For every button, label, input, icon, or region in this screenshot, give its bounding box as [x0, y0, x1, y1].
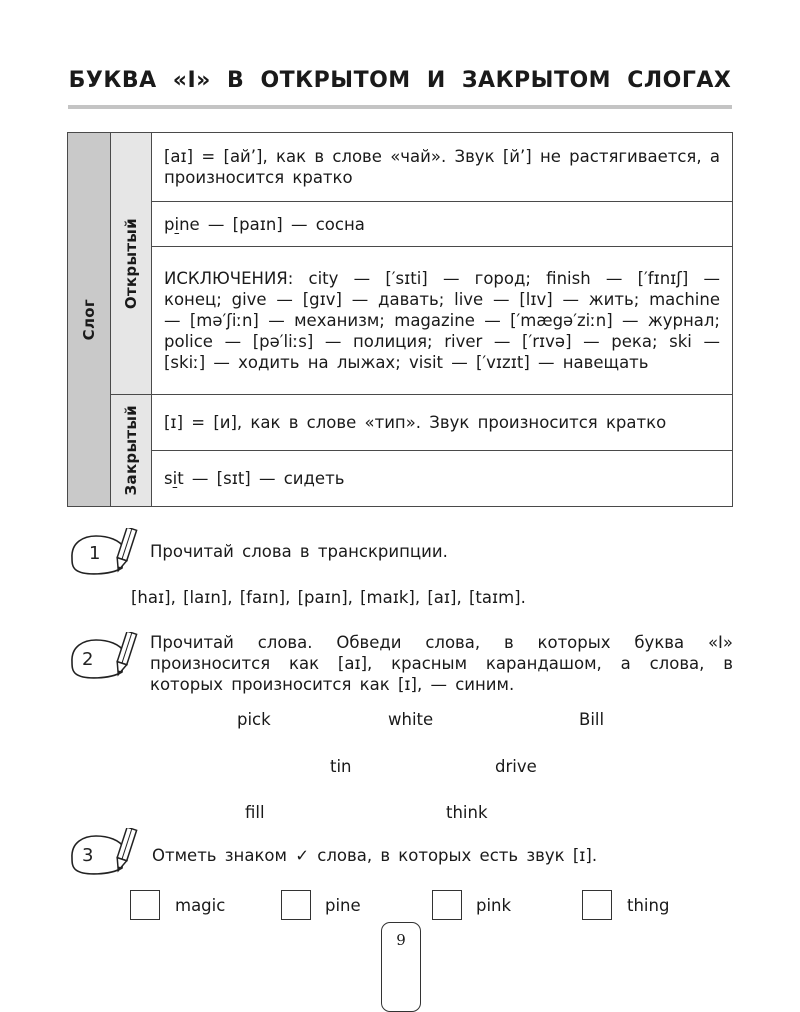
task-2-word[interactable]: pick	[237, 710, 271, 729]
task-1-number: 1	[89, 543, 101, 564]
open-rule: [aɪ] = [ай’], как в слове «чай». Звук [й’] не растягивается, а произносится кратко	[152, 133, 733, 202]
task-2-word[interactable]: fill	[245, 803, 265, 822]
task-3-instruction: Отметь знаком ✓ слова, в которых есть звук [ɪ].	[152, 846, 598, 865]
task-2-word[interactable]: Bill	[579, 710, 605, 729]
page-title: БУКВА «I» В ОТКРЫТОМ И ЗАКРЫТОМ СЛОГАХ	[68, 68, 732, 93]
task-1-pencil-icon	[66, 528, 138, 578]
task-1-transcriptions: [haɪ], [laɪn], [faɪn], [paɪn], [maɪk], [aɪ], [taɪm].	[131, 588, 526, 607]
syllable-label: Слог	[79, 298, 98, 341]
task-2-word[interactable]: drive	[495, 757, 537, 776]
task-2-word[interactable]: white	[388, 710, 434, 729]
closed-rule: [ɪ] = [и], как в слове «тип». Звук произносится кратко	[152, 395, 733, 451]
title-underline	[68, 105, 732, 109]
option-label: thing	[627, 896, 670, 915]
closed-syllable-cell	[111, 395, 152, 507]
option-label: pine	[325, 896, 361, 915]
checkbox-pine[interactable]	[281, 890, 311, 920]
task-2-word[interactable]: tin	[330, 757, 352, 776]
option-label: magic	[175, 896, 226, 915]
task-3-number: 3	[82, 845, 94, 866]
syllable-header-cell	[68, 133, 111, 507]
task-2-pencil-icon	[66, 632, 138, 682]
open-syllable-cell	[111, 133, 152, 395]
closed-example-rest: t — [sɪt] — сидеть	[177, 469, 345, 488]
open-example	[152, 202, 733, 247]
open-syllable-label: Открытый	[121, 217, 140, 310]
checkbox-pink[interactable]	[432, 890, 462, 920]
closed-syllable-label: Закрытый	[121, 405, 140, 496]
task-2-instruction: Прочитай слова. Обведи слова, в которых буква «I» произносится как [aɪ], красным карандашом, а слова, в которых произносится как [ɪ], — синим.	[150, 633, 733, 694]
task-3-pencil-icon	[66, 828, 138, 878]
open-example-rest: ne — [paɪn] — сосна	[179, 214, 365, 234]
task-2-number: 2	[82, 649, 94, 670]
option-label: pink	[476, 896, 512, 915]
task-2-word[interactable]: think	[446, 803, 488, 822]
checkbox-thing[interactable]	[582, 890, 612, 920]
task-1-instruction: Прочитай слова в транскрипции.	[150, 542, 448, 561]
open-example-letter: i	[174, 214, 180, 234]
exceptions-list: ИСКЛЮЧЕНИЯ: city — [′sɪti] — город; finish — [′fɪnɪʃ] — конец; give — [gɪv] — давать; live — [lɪv] — жить; machine — [mə′ʃiːn] — механизм; magazine — [′mægə′ziːn] — журнал; police — [pə′liːs] — полиция; river — [′rɪvə] — река; ski — [skiː] — ходить на лыжах; visit — [′vɪzɪt] — навещать	[152, 247, 733, 395]
page-number: 9	[381, 922, 421, 1012]
rules-table	[67, 132, 733, 507]
closed-example	[152, 451, 733, 507]
closed-example-start: s	[164, 469, 173, 488]
checkbox-magic[interactable]	[130, 890, 160, 920]
open-example-start: p	[164, 214, 175, 234]
closed-example-letter: i	[172, 469, 178, 488]
